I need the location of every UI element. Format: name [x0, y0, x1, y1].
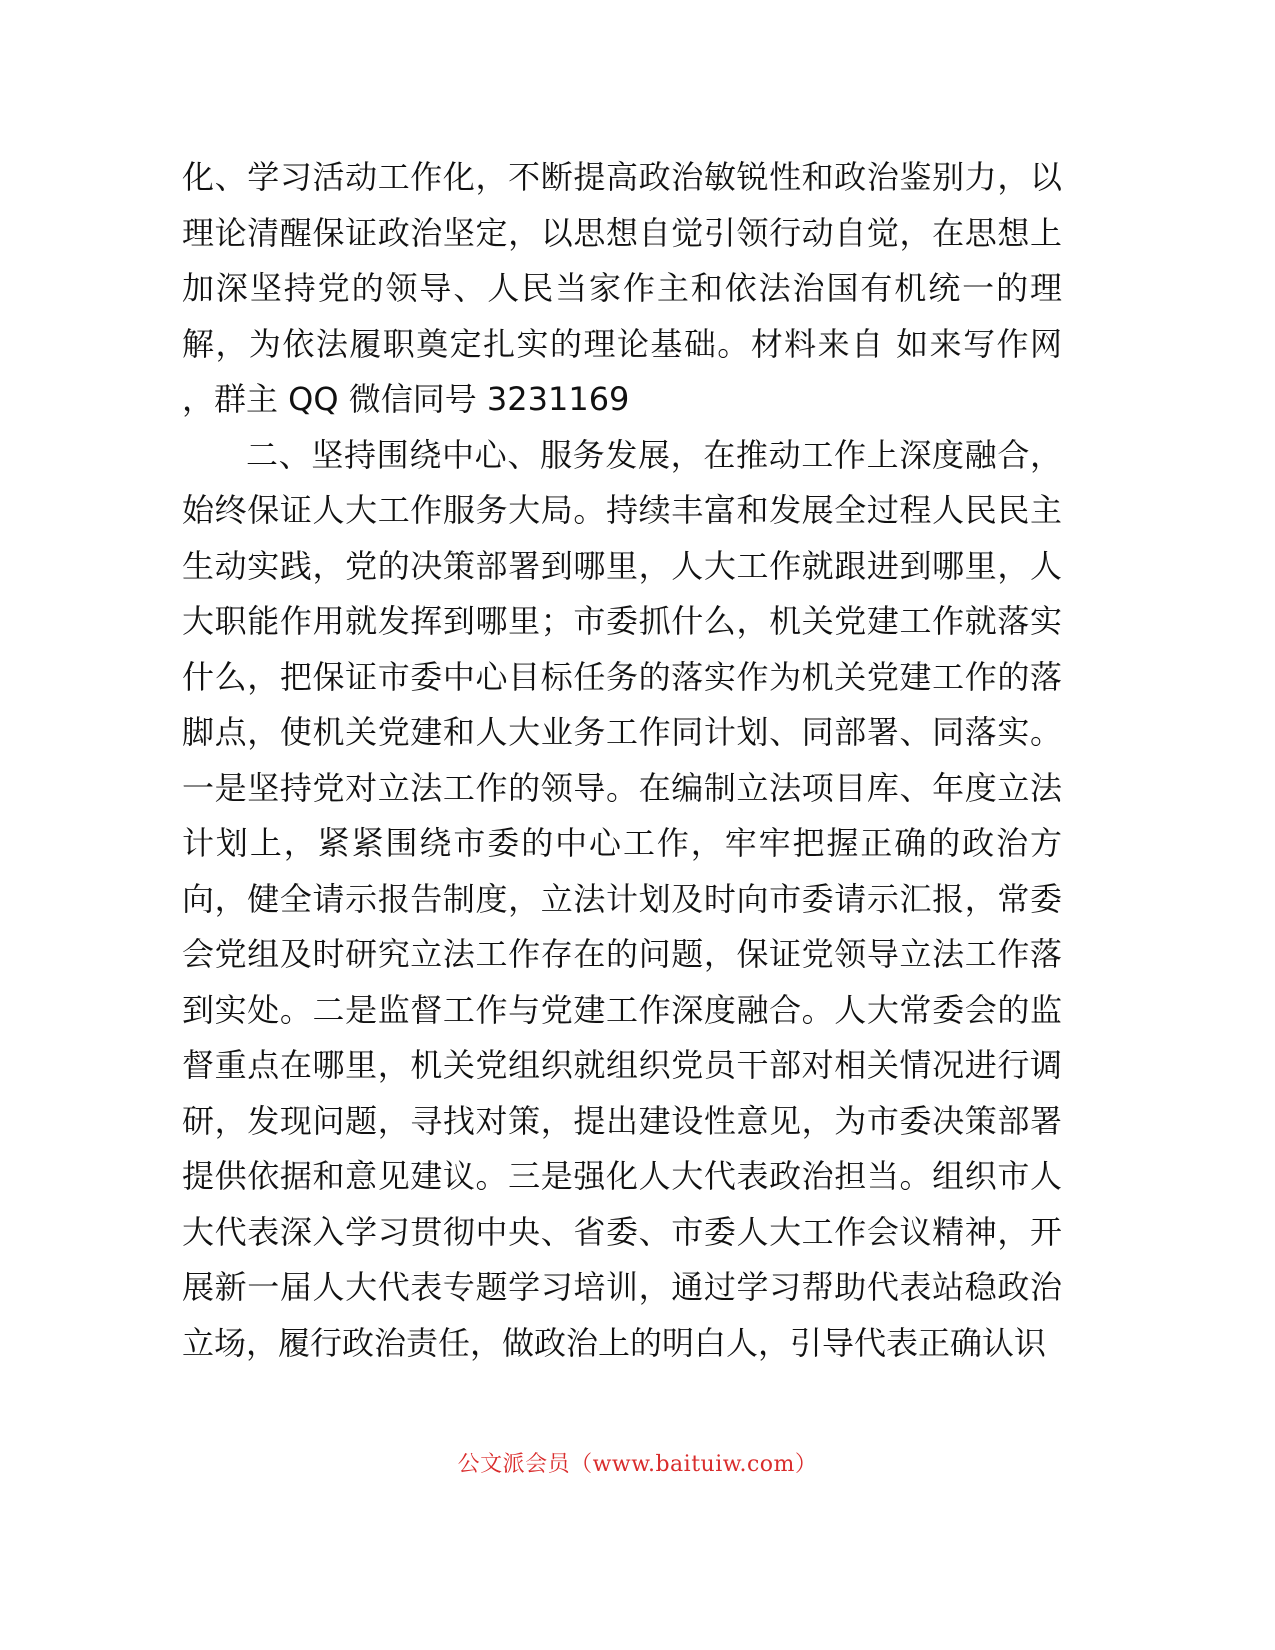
paragraph-continued: 化、学习活动工作化，不断提高政治敏锐性和政治鉴别力，以理论清醒保证政治坚定，以思想自觉引领行动自觉，在思想上加深坚持党的领导、人民当家作主和依法治国有机统一的理解，为依法履职奠定扎实的理论基础。材料来自 如来写作网 ，群主 QQ 微信同号 3231169: [182, 158, 1062, 418]
document-body: [182, 150, 1062, 1371]
paragraph-section-two: 二、坚持围绕中心、服务发展，在推动工作上深度融合，始终保证人大工作服务大局。持续丰富和发展全过程人民民主生动实践，党的决策部署到哪里，人大工作就跟进到哪里，人大职能作用就发挥到哪里；市委抓什么，机关党建工作就落实什么，把保证市委中心目标任务的落实作为机关党建工作的落脚点，使机关党建和人大业务工作同计划、同部署、同落实。一是坚持党对立法工作的领导。在编制立法项目库、年度立法计划上，紧紧围绕市委的中心工作，牢牢把握正确的政治方向，健全请示报告制度，立法计划及时向市委请示汇报，常委会党组及时研究立法工作存在的问题，保证党领导立法工作落到实处。二是监督工作与党建工作深度融合。人大常委会的监督重点在哪里，机关党组织就组织党员干部对相关情况进行调研，发现问题，寻找对策，提出建设性意见，为市委决策部署提供依据和意见建议。三是强化人大代表政治担当。组织市人大代表深入学习贯彻中央、省委、市委人大工作会议精神，开展新一届人大代表专题学习培训，通过学习帮助代表站稳政治立场，履行政治责任，做政治上的明白人，引导代表正确认识: [182, 435, 1062, 1362]
footer-watermark: 公文派会员（www.baituiw.com）: [457, 1452, 818, 1477]
